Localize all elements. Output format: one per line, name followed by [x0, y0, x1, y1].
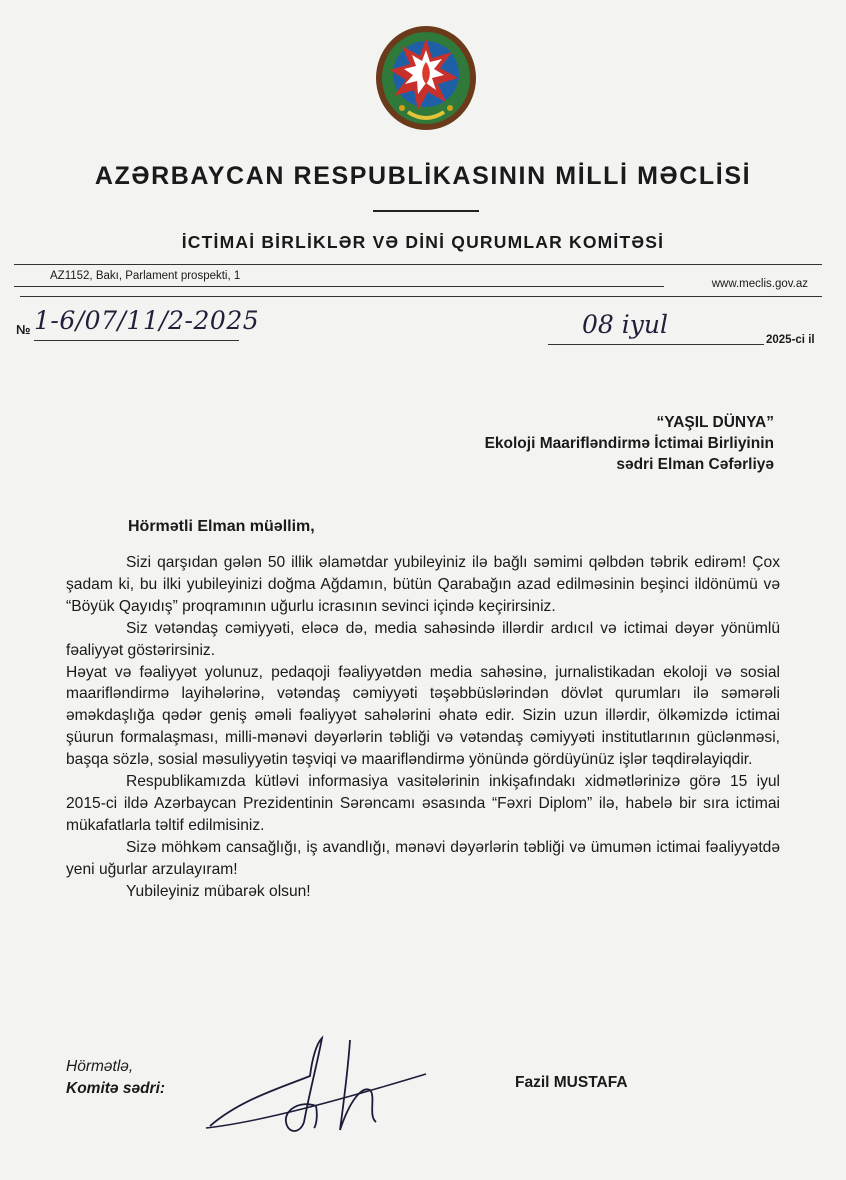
signer-name: Fazil MUSTAFA	[515, 1074, 628, 1091]
paragraph: Yubileyiniz mübarək olsun!	[126, 882, 311, 900]
address-top-rule	[14, 264, 822, 265]
closing-block	[66, 1056, 165, 1100]
recipient-name: sədri Elman Cəfərliyə	[616, 456, 774, 473]
state-emblem-icon	[372, 14, 480, 132]
letter-body	[66, 552, 780, 903]
date-year: 2025-ci il	[766, 334, 815, 346]
date-handwritten: 08 iyul	[582, 310, 668, 339]
reference-underline	[34, 340, 239, 341]
paragraph: Sizə möhkəm cansağlığı, iş avandlığı, mənəvi dəyərlərin təbliği və ümumən ictimai fəaliyyətdə yeni uğurlar arzulayıram!	[66, 838, 780, 878]
title-divider	[373, 210, 479, 212]
salutation: Hörmətli Elman müəllim,	[128, 518, 315, 535]
recipient-organization: “YAŞIL DÜNYA”	[656, 414, 774, 431]
paragraph: Həyat və fəaliyyət yolunuz, pedaqoji fəaliyyətdən media sahəsinə, jurnalistikadan ekoloji və sosial maarifləndirmə layihələrinə, vətəndaş cəmiyyəti təşəbbüslərindən dövlət qurumları ilə səmərəli əməkdaşlığa qədər geniş əməli fəaliyyət sahələrini əhatə edir. Sizin uzun illərdir, ölkəmizdə ictimai şüurun formalaşması, milli-mənəvi dəyərlərin təbliği və vətəndaş cəmiyyəti institutlarının güclənməsi, başqa sözlə, sosial məsuliyyətin təşviqi və maarifləndirmə yönündə gördüyünüz işlər təqdirəlayiqdir.	[66, 663, 780, 769]
reference-number: 1-6/07/11/2-2025	[34, 306, 260, 335]
committee-title: İCTİMAİ BİRLİKLƏR VƏ DİNİ QURUMLAR KOMİTƏSİ	[181, 232, 665, 252]
website-link[interactable]: www.meclis.gov.az	[711, 278, 808, 290]
paragraph: Respublikamızda kütləvi informasiya vasitələrinin inkişafındakı xidmətlərinizə görə 15 iyul 2015-ci ildə Azərbaycan Prezidentinin Sərəncamı əsasında “Fəxri Diplom” ilə, habelə bir sıra ictimai mükafatlarla təltif edilmisiniz.	[66, 773, 780, 834]
recipient-block	[485, 412, 774, 475]
date-underline	[548, 344, 764, 345]
address-middle-rule	[14, 286, 664, 287]
paragraph: Sizi qarşıdan gələn 50 illik əlamətdar yubileyiniz ilə bağlı səmimi qəlbdən təbrik edirəm! Çox şadam ki, bu ilki yubileyinizi doğma Ağdamın, bütün Qarabağın azad edilməsinin beşinci ildönümü və “Böyük Qayıdış” proqramının uğurlu icrasının sevinci içində keçirirsiniz.	[66, 554, 780, 615]
paragraph: Siz vətəndaş cəmiyyəti, eləcə də, media sahəsində illərdir ardıcıl və ictimai dəyər yönümlü fəaliyyət göstərirsiniz.	[66, 619, 780, 659]
handwritten-signature	[200, 1030, 430, 1140]
address: AZ1152, Bakı, Parlament prospekti, 1	[50, 270, 241, 282]
closing-position: Komitə sədri:	[66, 1080, 166, 1097]
parliament-title: AZƏRBAYCAN RESPUBLİKASININ MİLLİ MƏCLİSİ	[94, 162, 752, 190]
number-label: №	[16, 322, 31, 337]
closing-regards: Hörmətlə,	[66, 1058, 134, 1075]
recipient-organization-full: Ekoloji Maarifləndirmə İctimai Birliyinin	[484, 435, 774, 452]
address-bottom-rule	[20, 296, 822, 297]
